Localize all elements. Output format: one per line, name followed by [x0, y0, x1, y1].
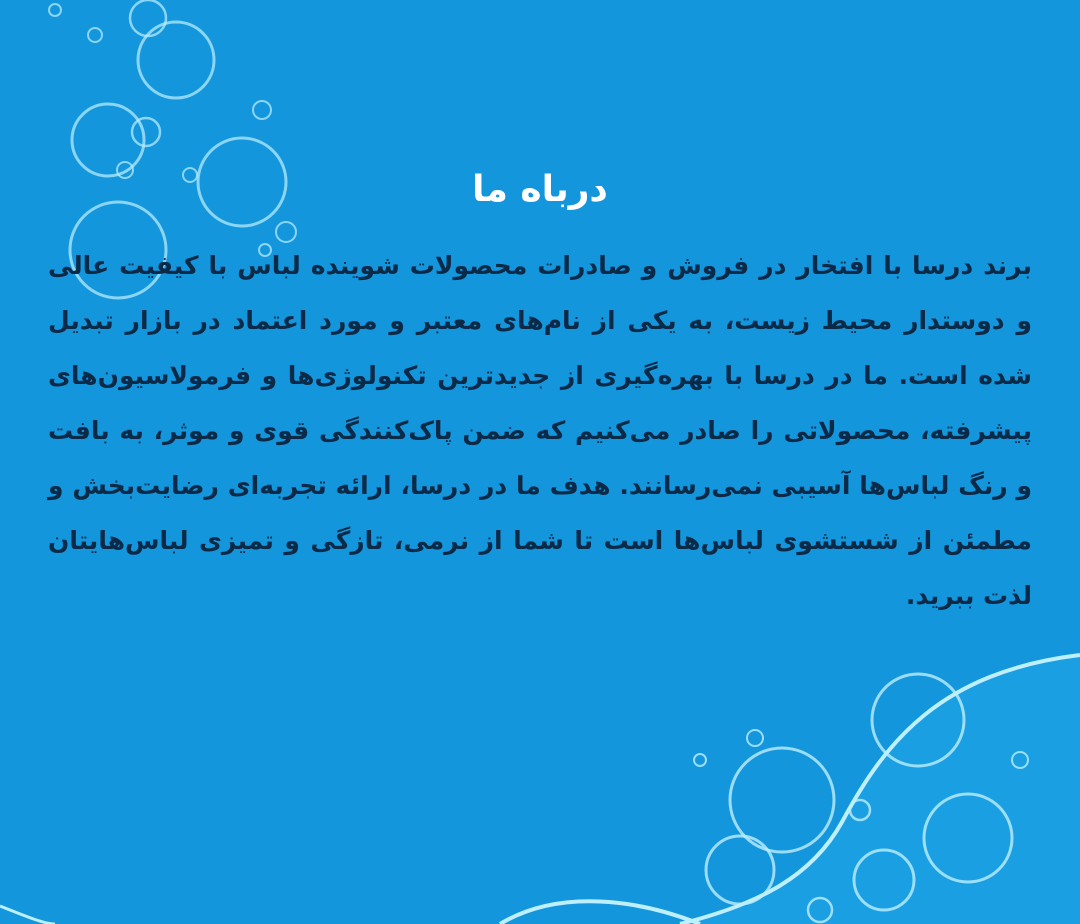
wave-decoration [0, 655, 1080, 924]
about-paragraph: برند درسا با افتخار در فروش و صادرات محصولات شوینده لباس با کیفیت عالی و دوستدار محیط زیست، به یکی از نام‌های معتبر و مورد اعتماد در بازار تبدیل شده است. ما در درسا با بهره‌گیری از جدیدترین تکنولوژی‌ها و فرمولاسیون‌های پیشرفته، محصولاتی را صادر می‌کنیم که ضمن پاک‌کنندگی قوی و موثر، به بافت و رنگ لباس‌ها آسیبی نمی‌رسانند. هدف ما در درسا، ارائه تجربه‌ای رضایت‌بخش و مطمئن از شستشوی لباس‌ها است تا شما از نرمی، تازگی و تمیزی لباس‌هایتان لذت ببرید. [48, 251, 1032, 610]
about-section [48, 160, 1032, 623]
page-title: درباه ما [472, 169, 608, 210]
